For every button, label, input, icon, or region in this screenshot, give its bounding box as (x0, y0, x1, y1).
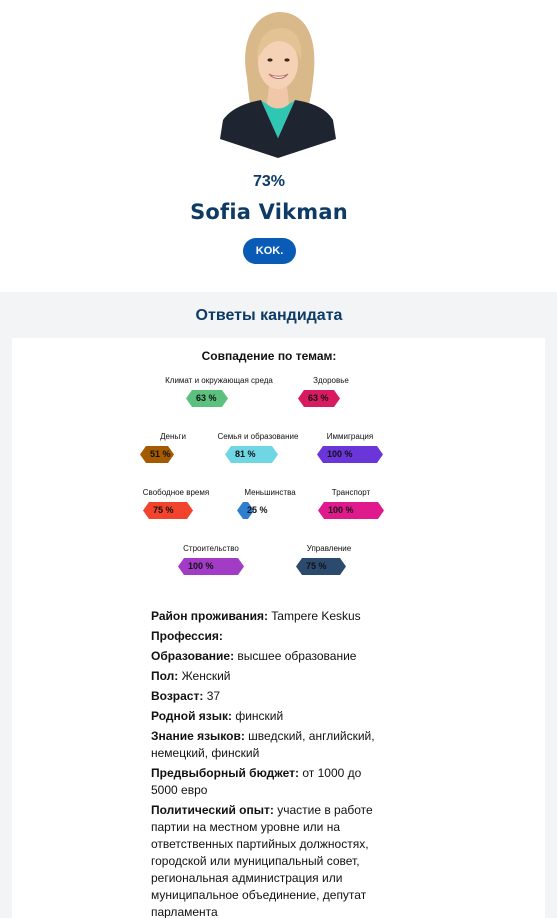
detail-label: Предвыборный бюджет: (151, 766, 300, 780)
detail-label: Пол: (151, 669, 179, 683)
topic-match-value: 63 % (308, 393, 329, 403)
detail-row (151, 628, 391, 645)
detail-label: Политический опыт: (151, 803, 274, 817)
detail-row (151, 708, 391, 725)
detail-label: Образование: (151, 649, 235, 663)
detail-row (151, 802, 391, 918)
topic-match-value: 25 % (247, 505, 268, 515)
detail-label: Профессия: (151, 629, 223, 643)
match-percent: 73% (252, 173, 286, 190)
topic-label: Управление (306, 544, 352, 553)
detail-label: Возраст: (151, 689, 204, 703)
topic-match-value: 51 % (150, 449, 171, 459)
detail-row (151, 765, 391, 799)
detail-label: Знание языков: (151, 729, 245, 743)
detail-row (151, 608, 391, 625)
detail-value: финский (232, 709, 284, 723)
detail-value: Женский (178, 669, 231, 683)
themes-title: Совпадение по темам: (201, 349, 337, 363)
detail-row (151, 668, 391, 685)
detail-row (151, 728, 391, 762)
candidate-profile (0, 0, 557, 292)
detail-label: Район проживания: (151, 609, 268, 623)
detail-value: Tampere Keskus (267, 609, 361, 623)
topic-label: Здоровье (313, 376, 349, 385)
topic-match-value: 75 % (153, 505, 174, 515)
detail-value: участие в работе партии на местном уровне или на ответственных партийных должностях, городской или муниципальный совет, региональная администрация или муниципальное объединение, депутат парламента (151, 803, 373, 918)
topic-label: Транспорт (331, 488, 371, 497)
topic-match-value: 100 % (328, 505, 354, 515)
detail-value: высшее образование (234, 649, 357, 663)
candidate-portrait-icon (217, 8, 339, 158)
detail-label: Родной язык: (151, 709, 232, 723)
topic-match-value: 63 % (196, 393, 217, 403)
topic-match-value: 100 % (327, 449, 353, 459)
topic-label: Климат и окружающая среда (165, 376, 273, 385)
topic-label: Строительство (183, 544, 239, 553)
topic-match-value: 100 % (188, 561, 214, 571)
topic-label: Семья и образование (217, 432, 299, 441)
topic-label: Меньшинства (244, 488, 296, 497)
detail-row (151, 688, 391, 705)
candidate-details (151, 608, 391, 918)
detail-value: шведский, английский, немецкий, финский (151, 729, 375, 760)
answers-title: Ответы кандидата (195, 307, 343, 324)
topic-label: Деньги (160, 432, 186, 441)
detail-row (151, 648, 391, 665)
topic-label: Свободное время (142, 488, 210, 497)
detail-value: от 1000 до 5000 евро (151, 766, 362, 797)
party-badge[interactable]: KOK. (243, 238, 296, 264)
topic-match-value: 81 % (235, 449, 256, 459)
candidate-photo (217, 8, 339, 158)
topic-match-value: 75 % (306, 561, 327, 571)
detail-value: 37 (203, 689, 221, 703)
topic-label: Иммиграция (326, 432, 374, 441)
candidate-name: Sofia Vikman (190, 200, 348, 224)
